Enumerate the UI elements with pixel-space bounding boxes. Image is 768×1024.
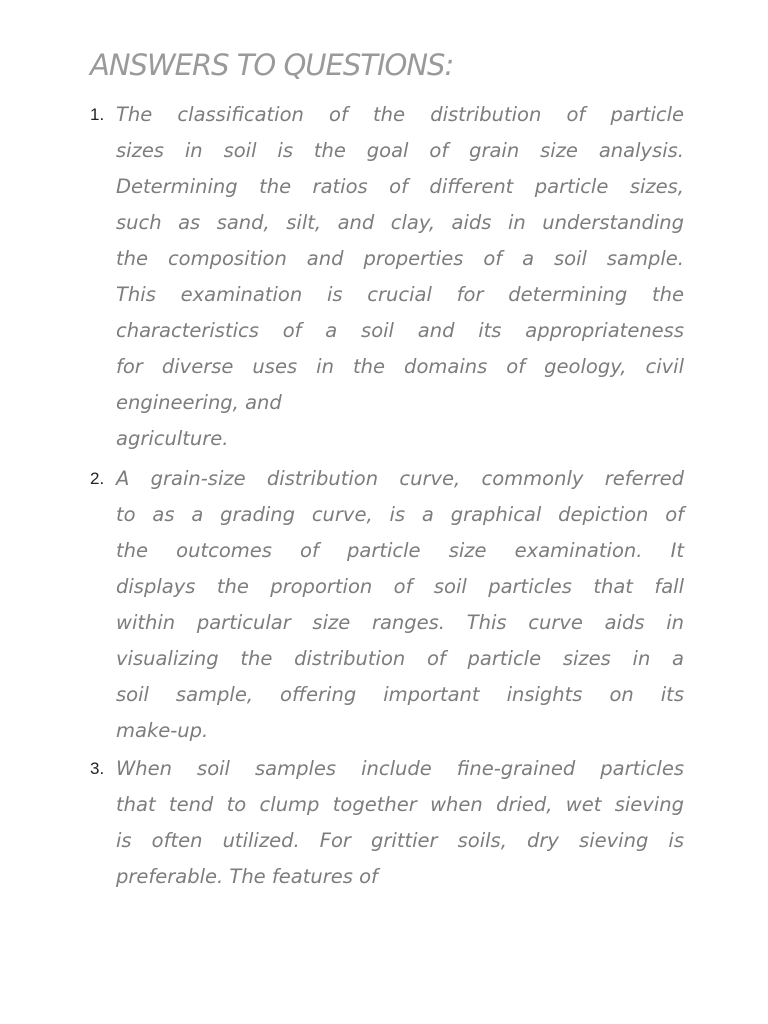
answer-line: characteristics of a soil and its appropriateness (116, 319, 684, 342)
answer-line: displays the proportion of soil particles that fall (116, 575, 684, 598)
answer-line: within particular size ranges. This curve aids in (116, 611, 684, 634)
answer-line: engineering, and (116, 391, 282, 414)
answer-line: such as sand, silt, and clay, aids in understanding (116, 211, 684, 234)
list-number: 1. (90, 105, 105, 124)
answer-line: A grain-size distribution curve, commonly referred (116, 467, 684, 490)
page-title: ANSWERS TO QUESTIONS: (90, 48, 454, 82)
answer-line: The classification of the distribution of particle (116, 103, 684, 126)
answer-line: the composition and properties of a soil sample. (116, 247, 684, 270)
answer-line: This examination is crucial for determining the (116, 283, 684, 306)
answer-line: that tend to clump together when dried, wet sieving (116, 793, 684, 816)
answer-line: is often utilized. For grittier soils, dry sieving is (116, 829, 684, 852)
answer-line: soil sample, offering important insights on its (116, 683, 684, 706)
answer-line: for diverse uses in the domains of geology, civil (116, 355, 684, 378)
answer-line: make-up. (116, 719, 209, 742)
list-number: 3. (90, 759, 105, 778)
answer-line: visualizing the distribution of particle sizes in a (116, 647, 684, 670)
answer-line: sizes in soil is the goal of grain size analysis. (116, 139, 684, 162)
answer-line: agriculture. (116, 427, 229, 450)
answer-line: preferable. The features of (116, 865, 378, 888)
answer-line: Determining the ratios of different particle sizes, (116, 175, 684, 198)
answer-line: the outcomes of particle size examination. It (116, 539, 684, 562)
list-number: 2. (90, 469, 105, 488)
answer-line: When soil samples include fine-grained particles (116, 757, 684, 780)
answer-line: to as a grading curve, is a graphical depiction of (116, 503, 684, 526)
